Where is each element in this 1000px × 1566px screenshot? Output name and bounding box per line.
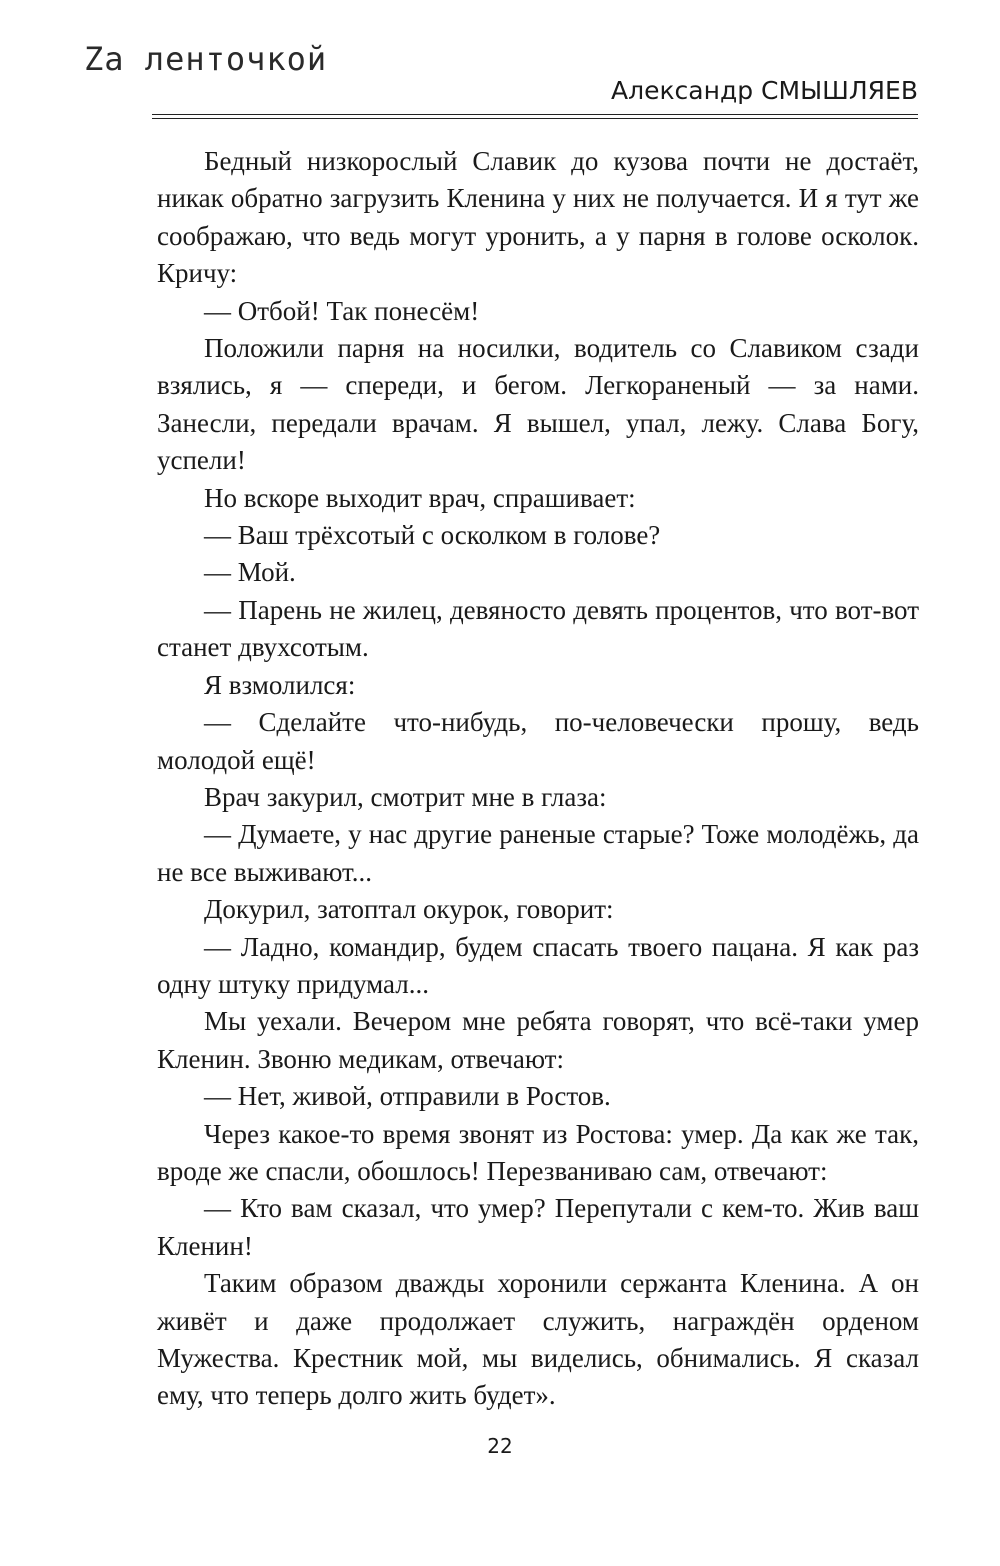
paragraph: — Думаете, у нас другие раненые старые? Тоже молодёжь, да не все выживают... (157, 819, 919, 887)
paragraph: Таким образом дважды хоронили сержанта Кленина. А он живёт и даже продолжает служить, награждён орденом Мужества. Крестник мой, мы виделись, обнимались. Я сказал ему, что теперь долго жить будет». (157, 1268, 919, 1411)
header-rule-top (152, 114, 918, 115)
paragraph: Бедный низкорослый Славик до кузова почти не достаёт, никак обратно загрузить Кленина у них не получается. И я тут же соображаю, что ведь могут уронить, а у парня в голове осколок. Кричу: (157, 146, 919, 289)
paragraph: Через какое-то время звонят из Ростова: умер. Да как же так, вроде же спасли, обошлось! Перезваниваю сам, отвечают: (157, 1118, 919, 1186)
series-title: Zа ленточкой (84, 40, 328, 78)
body-text (157, 143, 919, 1415)
paragraph: — Ваш трёхсотый с осколком в голове? (204, 520, 661, 551)
paragraph: Докурил, затоптал окурок, говорит: (204, 894, 614, 925)
paragraph: — Отбой! Так понесём! (204, 295, 480, 326)
paragraph: — Ладно, командир, будем спасать твоего пацана. Я как раз одну штуку придумал... (157, 931, 919, 999)
header-rule-bottom (152, 118, 918, 119)
page-number: 22 (487, 1434, 513, 1458)
paragraph: Я взмолился: (204, 669, 356, 700)
paragraph: — Нет, живой, отправили в Ростов. (204, 1081, 611, 1112)
paragraph: Но вскоре выходит врач, спрашивает: (204, 482, 636, 513)
paragraph: Мы уехали. Вечером мне ребята говорят, что всё-таки умер Кленин. Звоню медикам, отвечают: (157, 1006, 919, 1074)
paragraph: — Мой. (204, 557, 296, 588)
author-name: Александр СМЫШЛЯЕВ (610, 76, 918, 105)
paragraph: Врач закурил, смотрит мне в глаза: (204, 781, 607, 812)
paragraph: — Кто вам сказал, что умер? Перепутали с кем-то. Жив ваш Кленин! (157, 1193, 919, 1261)
paragraph: Положили парня на носилки, водитель со Славиком сзади взялись, я — спереди, и бегом. Легкораненый — за нами. Занесли, передали врачам. Я вышел, упал, лежу. Слава Богу, успели! (157, 333, 919, 476)
paragraph: — Парень не жилец, девяносто девять процентов, что вот-вот станет двухсотым. (157, 594, 919, 663)
paragraph: — Сделайте что-нибудь, по-человечески прошу, ведь молодой ещё! (157, 707, 919, 775)
